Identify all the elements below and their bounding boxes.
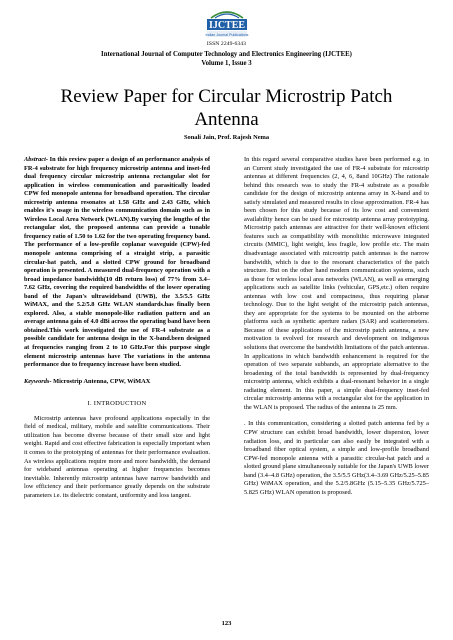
abstract <box>24 156 210 370</box>
svg-text:Indian Journal Publications: Indian Journal Publications <box>205 33 249 37</box>
journal-logo <box>205 4 249 40</box>
paper-title-line1: Review Paper for Circular Microstrip Patch <box>60 86 393 107</box>
keywords <box>24 378 210 387</box>
issn-number: ISSN 2249-6343 <box>206 41 247 47</box>
page-number: 123 <box>221 620 232 627</box>
ijctee-logo-icon <box>205 4 249 40</box>
left-column <box>24 156 210 500</box>
journal-name: International Journal of Computer Technology and Electronics Engineering (IJCTEE) <box>101 51 352 58</box>
body-paragraph-1: In this regard several comparative studies have been performed e.g. in an Current study investigated the use of FR-4 substrate for microstrip antennas at different frequencies (2, 4, 6, 8and 10GHz) The rationale behind this research was to study the FR-4 substrate as a possible candidate for the design of microstrip antenna array in X-band and to satisfy simulated and measured results in close approximation. FR-4 has been chosen for this study because of its low cost and convenient availability hence can be used for microstrip antenna array prototyping. Microstrip patch antennas are attractive for their well-known efficient features such as compatibility with monolithic microwave integrated circuits (MMIC), light weight, less fragile, low profile etc. The main disadvantage associated with microstrip patch antennas is the narrow bandwidth, which is due to the resonant characteristics of the patch structure. But on the other hand modern communication systems, such as those for wireless local area networks (WLAN), as well as emerging applications such as satellite links (vehicular, GPS,etc.) often require antennas with low cost and compactness, thus requiring planar technology. Due to the light weight of the microstrip patch antennas, they are appropriate for the systems to be mounted on the airborne platforms such as synthetic aperture radars (SAR) and scatterometers. Because of these applications of the microstrip patch antenna, a new motivation is evolved for research and development on indigenous solutions that overcome the bandwidth limitations of the patch antennas. In applications in which bandwidth enhancement is required for the operation of two separate subbands, an appropriate alternative to the broadening of the total bandwidth is represented by dual-frequency microstrip antenna, which exhibits a dual-resonant behavior in a single radiating element. In this paper, a simple dual-frequency inset-fed circular microstrip antenna with a rectangular slot for the application in the WLAN is proposed. The radius of the antenna is 25 mm. <box>244 156 429 411</box>
keywords-label: Keywords- <box>24 377 52 385</box>
svg-text:IJCTEE: IJCTEE <box>208 20 246 31</box>
right-column <box>244 156 429 497</box>
abstract-text: In this review paper a design of an performance analysis of FR-4 substrate for high frequency microstrip antenna and inset-fed dual frequency circular microstrip antenna rectangular slot for application in wireless communication and parasitically loaded CPW fed monopole antenna for broadband operation. The circular microstrip antenna resonates at 1.58 GHz and 2.43 GHz, which enables it's usage in the wireless communication domain such as in Wireless Local Area Network (WLAN).By varying the lengths of the rectangular slot, the proposed antenna can provide a tunable frequency ratio of 1.50 to 1.62 for the two operating frequency band. The performance of a low-profile coplanar waveguide (CPW)-fed monopole antenna comprising of a straight strip, a parasitic circular-hat patch, and a slotted CPW ground for broadband operation is presented. A measured dual-frequency operation with a broad impedance bandwidth(10 dB return loss) of 77% from 3.4–7.62 GHz, covering the required bandwidths of the lower operating band of the Japan's ultrawideband (UWB), the 3.5/5.5 GHz WiMAX, and the 5.2/5.8 GHz WLAN standards.has finally been explored. Also, a stable monopole-like radiation pattern and an average antenna gain of 4.0 dBi across the operating band have been obtained.This work investigated the use of FR-4 substrate as a possible candidate for antenna design in the X-band.been designed at frequencies ranging from 2 to 10 GHz.For this purpose single element microstrip antennas have The variations in the antenna performance due to frequency increase have been studied. <box>24 156 210 369</box>
paper-title <box>40 85 413 131</box>
journal-volume: Volume 1, Issue 3 <box>201 60 252 67</box>
keywords-text: Microstrip Antenna, CPW, WiMAX <box>51 377 151 385</box>
paper-authors: Sonali Jain, Prof. Rajesh Nema <box>183 134 270 141</box>
body-paragraph-2: . In this communication, considering a slotted patch antenna fed by a CPW structure can exhibit broad bandwidth, lower dispersion, lower radiation loss, and in particular can also easily be integrated with a broadband fiber optical system, a simple and low-profile broadband CPW-fed monopole antenna with a parasitic circular-hat patch and a slotted ground plane simultaneously suitable for the Japan's UWB lower band (3.4–4.8 GHz) operation, the 3.5/5.5 GHz(3.4–3.69 GHz/5.25–5.85 GHz) WiMAX operation, and the 5.2/5.8GHz (5.15–5.35 GHz/5.725–5.825 GHz) WLAN operation is proposed. <box>244 420 429 496</box>
paper-title-line2: Antenna <box>194 109 259 130</box>
journal-header <box>0 50 453 68</box>
section-heading-introduction: I. INTRODUCTION <box>87 400 147 408</box>
abstract-label: Abstract- <box>24 156 48 163</box>
intro-paragraph: Microstrip antennas have profound applications especially in the field of medical, military, mobile and satellite communications. Their utilization has become diverse because of their small size and light weight. Rapid and cost effective fabrication is especially important when it comes to the prototyping of antennas for their performance evaluation. As wireless applications require more and more bandwidth, the demand for wideband antennas operating at higher frequencies becomes inevitable. Inherently microstrip antennas have narrow bandwidth and low efficiency and their performance greatly depends on the substrate parameters i.e. its dielectric constant, uniformity and loss tangent. <box>24 414 210 499</box>
